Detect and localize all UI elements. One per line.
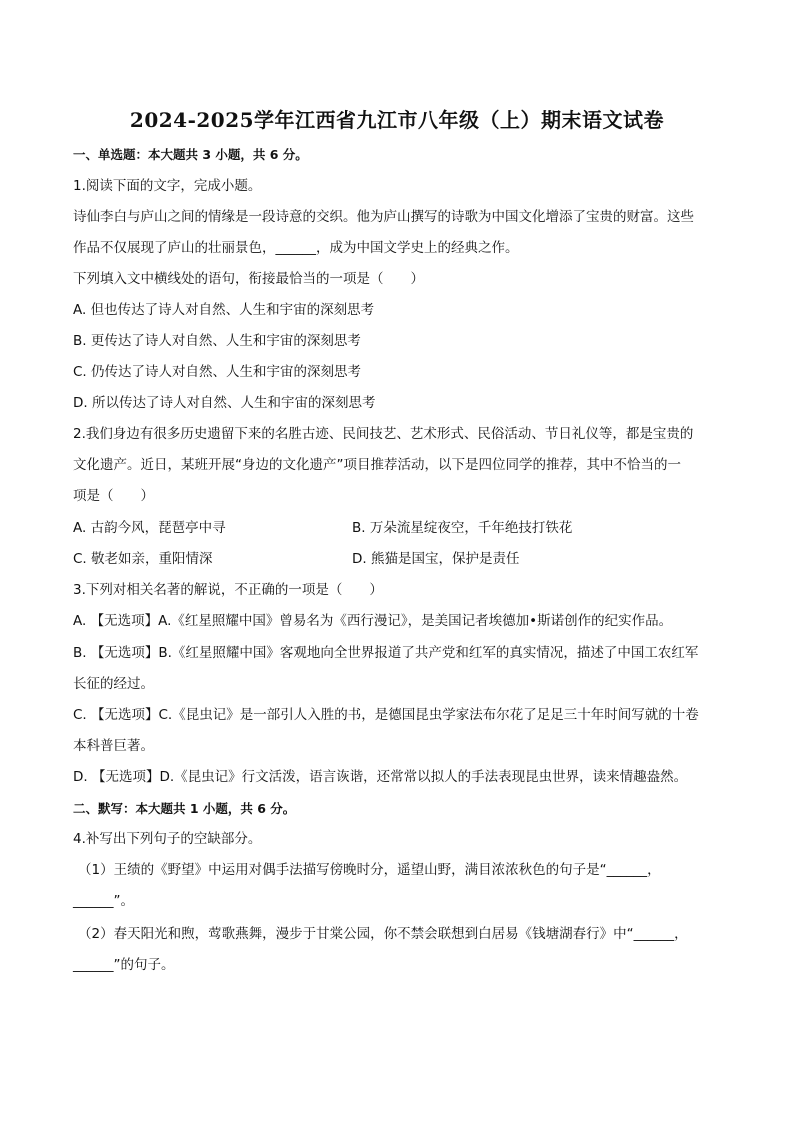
q1-question: 下列填入文中横线处的语句，衔接最恰当的一项是（ ） [73, 271, 424, 287]
section-header-dictation: 二、默写：本大题共 1 小题，共 6 分。 [73, 801, 296, 816]
q3-option-d: D. 【无选项】D.《昆虫记》行文活泼，语言诙谐，还常常以拟人的手法表现昆虫世界，读来情趣盎然。 [73, 769, 688, 785]
q3-option-b-cont: 长征的经过。 [73, 676, 154, 692]
section-header-single-choice: 一、单选题：本大题共 3 小题，共 6 分。 [73, 147, 308, 162]
q3-option-c-cont: 本科普巨著。 [73, 738, 154, 754]
q2-option-a: A. 古韵今风，琵琶亭中寻 [73, 520, 226, 536]
q2-stem-line: 2.我们身边有很多历史遗留下来的名胜古迹、民间技艺、艺术形式、民俗活动、节日礼仪等，都是宝贵的 [73, 426, 694, 442]
q2-stem-line: 文化遗产。近日，某班开展“身边的文化遗产”项目推荐活动，以下是四位同学的推荐，其中不恰当的一 [73, 457, 681, 473]
q3-stem: 3.下列对相关名著的解说，不正确的一项是（ ） [73, 582, 383, 598]
q2-option-c: C. 敬老如亲，重阳情深 [73, 551, 213, 567]
q1-option-a: A. 但也传达了诗人对自然、人生和宇宙的深刻思考 [73, 302, 375, 318]
q4-sub2: （2）春天阳光和煦，莺歌燕舞，漫步于甘棠公园，你不禁会联想到白居易《钱塘湖春行》中“______， [78, 926, 688, 942]
q3-option-a: A. 【无选项】A.《红星照耀中国》曾易名为《西行漫记》，是美国记者埃德加•斯诺创作的纪实作品。 [73, 613, 673, 629]
q1-stem: 1.阅读下面的文字，完成小题。 [73, 178, 262, 194]
q3-option-c: C. 【无选项】C.《昆虫记》是一部引人入胜的书，是德国昆虫学家法布尔花了足足三十年时间写就的十卷 [73, 707, 699, 723]
q1-passage-line: 诗仙李白与庐山之间的情缘是一段诗意的交织。他为庐山撰写的诗歌为中国文化增添了宝贵的财富。这些 [73, 209, 694, 225]
q1-passage-line: 作品不仅展现了庐山的壮丽景色，______，成为中国文学史上的经典之作。 [73, 240, 519, 256]
q1-option-d: D. 所以传达了诗人对自然、人生和宇宙的深刻思考 [73, 395, 376, 411]
q4-stem: 4.补写出下列句子的空缺部分。 [73, 831, 262, 847]
q4-sub1: （1）王绩的《野望》中运用对偶手法描写傍晚时分，遥望山野，满目浓浓秋色的句子是“______， [78, 862, 661, 878]
q4-sub1-cont: ______”。 [73, 893, 134, 909]
q2-option-b: B. 万朵流星绽夜空，千年绝技打铁花 [352, 520, 573, 536]
q1-option-c: C. 仍传达了诗人对自然、人生和宇宙的深刻思考 [73, 364, 362, 380]
q4-sub2-cont: ______”的句子。 [73, 957, 175, 973]
q3-option-b: B. 【无选项】B.《红星照耀中国》客观地向全世界报道了共产党和红军的真实情况，描述了中国工农红军 [73, 645, 699, 661]
q2-stem-line: 项是（ ） [73, 488, 154, 504]
exam-title: 2024-2025学年江西省九江市八年级（上）期末语文试卷 [129, 108, 665, 132]
q1-option-b: B. 更传达了诗人对自然、人生和宇宙的深刻思考 [73, 333, 361, 349]
q2-option-d: D. 熊猫是国宝，保护是责任 [352, 551, 520, 567]
